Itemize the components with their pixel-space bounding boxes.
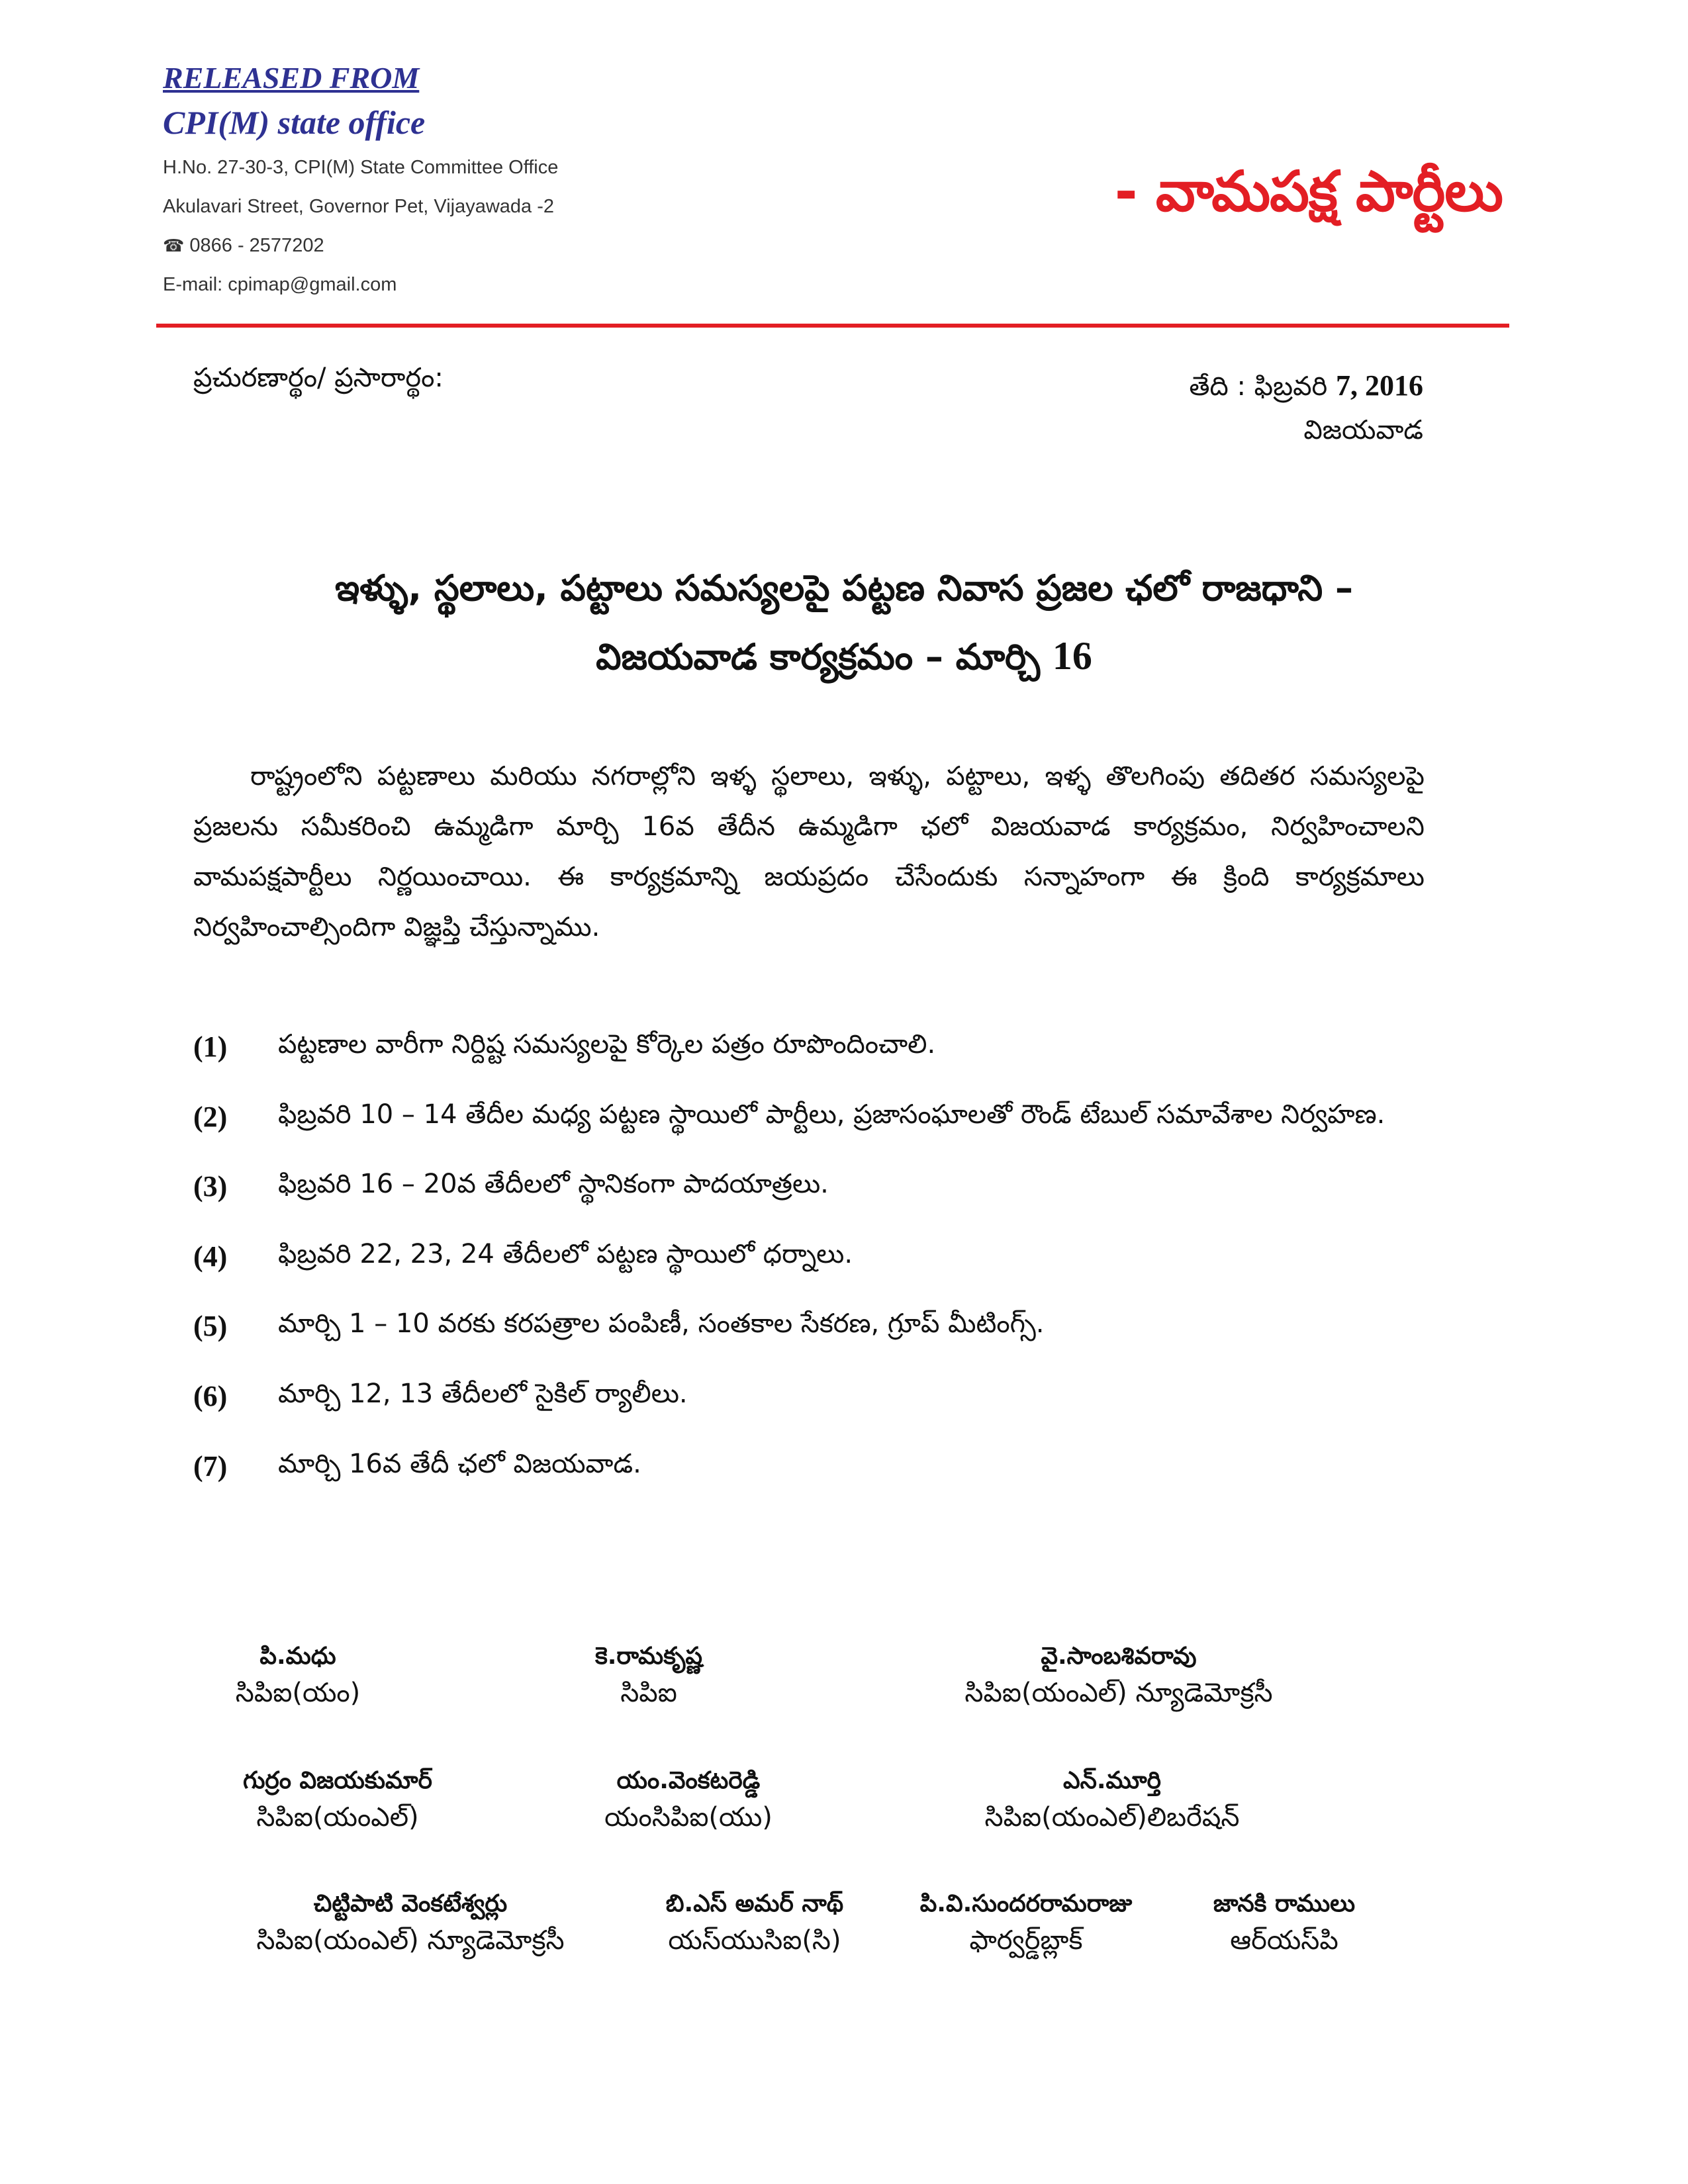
list-item <box>193 1019 1438 1075</box>
item-number: (3) <box>193 1170 228 1203</box>
signatory <box>199 1764 477 1837</box>
header-divider <box>156 324 1509 328</box>
signatory <box>887 1888 1165 1960</box>
subject-tag: ప్రచురణార్థం/ ప్రసారార్థం: <box>193 363 444 393</box>
signatory-party: సిపిఐ(యం) <box>235 1678 361 1709</box>
signatory-name: గుర్రం విజయకుమార్ <box>242 1767 433 1794</box>
item-number: (6) <box>193 1379 228 1412</box>
program-list <box>193 1019 1438 1508</box>
signatory-party: యంసిపిఐ(యు) <box>604 1802 773 1833</box>
signatory-party: యస్‌యుసిఐ(సి) <box>668 1925 841 1956</box>
signatory-party: సిపిఐ <box>620 1678 677 1709</box>
signatory-party: సిపిఐ(యంఎల్)లిబరేషన్ <box>984 1802 1240 1833</box>
signatory-party: సిపిఐ(యంఎల్) న్యూడెమోక్రసీ <box>964 1678 1273 1709</box>
released-from-label: RELEASED FROM <box>163 61 420 95</box>
signatory-name: చిట్టిపాటి వెంకటేశ్వర్లు <box>313 1890 508 1917</box>
title-line-2-number: 16 <box>1052 634 1092 678</box>
list-item <box>193 1159 1438 1214</box>
phone-number: 0866 - 2577202 <box>189 234 324 256</box>
signatory-name: వై.సాంబశివరావు <box>1041 1643 1197 1670</box>
signatory <box>543 1640 755 1713</box>
place: విజయవాడ <box>1303 415 1423 446</box>
office-name: CPI(M) state office <box>163 103 426 141</box>
list-item <box>193 1439 1438 1494</box>
item-text: ఫిబ్రవరి 10 – 14 తేదీల మధ్య పట్టణ స్థాయిలో పార్టీలు, ప్రజాసంఘాలతో రౌండ్ టేబుల్ సమావేశాల నిర్వహణ. <box>278 1099 1385 1130</box>
letterhead <box>163 61 759 296</box>
signatory-name: పి.వి.సుందరరామరాజు <box>919 1890 1133 1917</box>
item-text: మార్చి 12, 13 తేదీలలో సైకిల్ ర్యాలీలు. <box>278 1378 688 1409</box>
signatory <box>556 1764 821 1837</box>
signatory <box>635 1888 874 1960</box>
list-item <box>193 1369 1438 1424</box>
signatory-name: కె.రామకృష్ణ <box>594 1643 703 1670</box>
signatory-name: పి.మధు <box>259 1643 336 1670</box>
item-text: మార్చి 16వ తేదీ ఛలో విజయవాడ. <box>278 1448 641 1479</box>
date-value: 7, 2016 <box>1336 369 1423 402</box>
date-line <box>1189 363 1423 409</box>
document-title <box>165 556 1523 692</box>
signatory-party: ఫార్వర్డ్‌బ్లాక్ <box>969 1925 1083 1956</box>
title-line-2 <box>165 620 1523 692</box>
signatory-name: ఎన్.మూర్తి <box>1062 1767 1162 1794</box>
title-line-2-text: విజయవాడ కార్యక్రమం – మార్చి <box>596 636 1041 678</box>
body-paragraph: రాష్ట్రంలోని పట్టణాలు మరియు నగరాల్లోని ఇళ్ళ స్థలాలు, ఇళ్ళు, పట్టాలు, ఇళ్ళ తొలగింపు తదితర సమస్యలపై ప్రజలను సమీకరించి ఉమ్మడిగా మార్చి 16వ తేదీన ఉమ్మడిగా ఛలో విజయవాడ కార్యక్రమం, నిర్వహించాలని వామపక్షపార్టీలు నిర్ణయించాయి. ఈ కార్యక్రమాన్ని జయప్రదం చేసేందుకు సన్నాహంగా ఈ క్రింది కార్యక్రమాలు నిర్వహించాల్సిందిగా విజ్ఞప్తి చేస్తున్నాము. <box>193 761 1425 942</box>
signatory-party: ఆర్‌యస్‌పి <box>1230 1925 1338 1956</box>
signatory-name: యం.వెంకటరెడ్డి <box>616 1767 761 1794</box>
list-item <box>193 1298 1438 1354</box>
list-item <box>193 1089 1438 1145</box>
signatory <box>927 1764 1297 1837</box>
phone-line <box>163 234 759 257</box>
item-number: (4) <box>193 1240 228 1273</box>
phone-icon: ☎ <box>163 235 185 255</box>
signatory <box>199 1888 622 1960</box>
item-text: ఫిబ్రవరి 16 – 20వ తేదీలలో స్థానికంగా పాదయాత్రలు. <box>278 1169 829 1200</box>
date-block <box>1189 363 1423 451</box>
signatory-party: సిపిఐ(యంఎల్) న్యూడెమోక్రసీ <box>256 1925 565 1956</box>
item-text: ఫిబ్రవరి 22, 23, 24 తేదీలలో పట్టణ స్థాయిలో ధర్నాలు. <box>278 1238 853 1269</box>
item-number: (2) <box>193 1100 228 1133</box>
date-label: తేది : ఫిబ్రవరి <box>1189 371 1328 402</box>
address-line-2: Akulavari Street, Governor Pet, Vijayawada -2 <box>163 196 555 218</box>
party-banner: - వామపక్ష పార్టీలు <box>1114 159 1503 224</box>
list-item <box>193 1229 1438 1285</box>
signatory-name: జానకి రాములు <box>1213 1890 1356 1917</box>
item-number: (1) <box>193 1030 228 1063</box>
email-line: E-mail: cpimap@gmail.com <box>163 273 397 295</box>
signatory-name: బి.ఎస్ అమర్ నాథ్ <box>665 1890 844 1917</box>
signatory <box>1178 1888 1390 1960</box>
address-line-1: H.No. 27-30-3, CPI(M) State Committee Office <box>163 157 559 179</box>
signatory <box>887 1640 1350 1713</box>
item-text: మార్చి 1 – 10 వరకు కరపత్రాల పంపిణీ, సంతకాల సేకరణ, గ్రూప్ మీటింగ్స్. <box>278 1308 1045 1340</box>
item-number: (5) <box>193 1310 228 1343</box>
title-line-1: ఇళ్ళు, స్థలాలు, పట్టాలు సమస్యలపై పట్టణ నివాస ప్రజల ఛలో రాజధాని – <box>335 567 1353 609</box>
item-number: (7) <box>193 1449 228 1482</box>
item-text: పట్టణాల వారీగా నిర్దిష్ట సమస్యలపై కోర్కెల పత్రం రూపొందించాలి. <box>278 1029 936 1060</box>
signatory <box>199 1640 397 1713</box>
signatory-party: సిపిఐ(యంఎల్) <box>256 1802 419 1833</box>
